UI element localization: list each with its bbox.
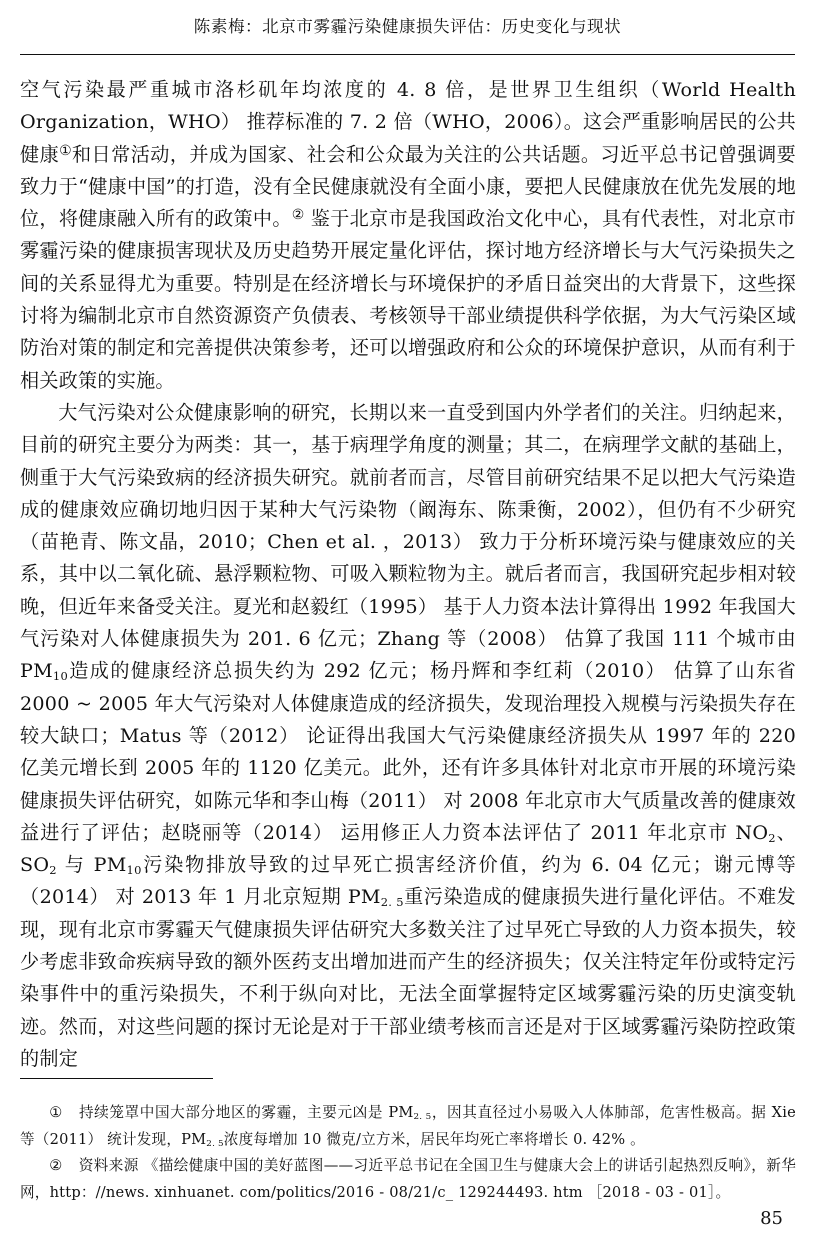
footnote-1-text-1: 持续笼罩中国大部分地区的雾霾，主要元凶是 PM (78, 1104, 414, 1121)
footnote-1 (20, 1100, 796, 1153)
footnote-1-subscript-1: 2. 5 (413, 1112, 432, 1123)
footnote-ref-1[interactable]: ① (59, 142, 72, 159)
footnote-1-text-2: ，因其直径过小易吸入人体肺部，危害性极高。据 Xie 等（2011） 统计发现，PM (20, 1104, 796, 1148)
paragraph-continued (20, 74, 796, 397)
paragraph-literature-review (20, 397, 796, 1075)
paragraph-2-text-6: 重污染造成的健康损失进行量化评估。不难发现，现有北京市雾霾天气健康损失评估研究大多数关注了过早死亡导致的人力资本损失，较少考虑非致命疾病导致的额外医药支出增加进而产生的经济损失；仅关注特定年份或特定污染事件中的重污染损失，不利于纵向对比，无法全面掌握特定区域雾霾污染的历史演变轨迹。然而，对这些问题的探讨无论是对于干部业绩考核而言还是对于区域雾霾污染防控政策的制定 (20, 885, 796, 1070)
subscript-pm10-2: 10 (126, 862, 142, 877)
page-number: 85 (760, 1208, 783, 1229)
footnote-1-mark: ① (49, 1104, 63, 1121)
paragraph-2-text-5: 污染物排放导致的过早死亡损害经济价值，约为 6. 04 亿元；谢元博等（2014） 对 2013 年 1 月北京短期 PM (20, 853, 796, 909)
footnote-2-mark: ② (49, 1157, 63, 1174)
footnote-1-subscript-2: 2. 5 (206, 1138, 224, 1149)
running-title: 陈素梅：北京市雾霾污染健康损失评估：历史变化与现状 (193, 17, 622, 36)
article-body (20, 74, 796, 1075)
subscript-so2: 2 (49, 862, 57, 877)
footnote-1-text-3: 浓度每增加 10 微克/立方米，居民年均死亡率将增长 0. 42% 。 (223, 1130, 645, 1148)
subscript-no2: 2 (768, 830, 776, 845)
paragraph-1-text-c: 鉴于北京市是我国政治文化中心，具有代表性，对北京市雾霾污染的健康损害现状及历史趋势开展定量化评估，探讨地方经济增长与大气污染损失之间的关系显得尤为重要。特别是在经济增长与环境保护的矛盾日益突出的大背景下，这些探讨将为编制北京市自然资源资产负债表、考核领导干部业绩提供科学依据，为大气污染区域防治对策的制定和完善提供决策参考，还可以增强政府和公众的环境保护意识，从而有利于相关政策的实施。 (20, 207, 797, 392)
footnote-rule (20, 1078, 213, 1079)
footnote-ref-2[interactable]: ② (291, 207, 305, 223)
paragraph-2-text-3: 、SO (20, 820, 797, 877)
footnote-2-text: 资料来源 《描绘健康中国的美好蓝图——习近平总书记在全国卫生与健康大会上的讲话引起热烈反响》，新华网，http：//news. xinhuanet. com/politics/2016 - 08/21/c_ 129244493. htm ［2018 - 03 - 01］。 (20, 1157, 796, 1201)
subscript-pm10: 10 (52, 669, 68, 684)
paragraph-2-text-2: 造成的健康经济总损失约为 292 亿元；杨丹辉和李红莉（2010） 估算了山东省 2000 ~ 2005 年大气污染对人体健康造成的经济损失，发现治理投入规模与污染损失存在较大缺口；Matus 等（2012） 论证得出我国大气污染健康经济损失从 1997 年的 220 亿美元增长到 2005 年的 1120 亿美元。此外，还有许多具体针对北京市开展的环境污染健康损失评估研究，如陈元华和李山梅（2011） 对 2008 年北京市大气质量改善的健康效益进行了评估；赵晓丽等（2014） 运用修正人力资本法评估了 2011 年北京市 NO (20, 659, 796, 844)
paragraph-1-text-a: 空气污染最严重城市洛杉矶年均浓度的 4. 8 倍，是世界卫生组织（World Health Organization，WHO） 推荐标准的 7. 2 倍（WHO，2006）。这会严重影响居民的公共健康 (20, 78, 796, 166)
footnote-2 (20, 1153, 796, 1206)
running-header (20, 0, 795, 54)
footnotes (20, 1100, 796, 1206)
paragraph-2-text-1: 大气污染对公众健康影响的研究，长期以来一直受到国内外学者们的关注。归纳起来，目前的研究主要分为两类：其一，基于病理学角度的测量；其二，在病理学文献的基础上，侧重于大气污染致病的经济损失研究。就前者而言，尽管目前研究结果不足以把大气污染造成的健康效应确切地归因于某种大气污染物（阚海东、陈秉衡，2002），但仍有不少研究（苗艳青、陈文晶，2010；Chen et al. ，2013） 致力于分析环境污染与健康效应的关系，其中以二氧化硫、悬浮颗粒物、可吸入颗粒物为主。就后者而言，我国研究起步相对较晚，但近年来备受关注。夏光和赵毅红（1995） 基于人力资本法计算得出 1992 年我国大气污染对人体健康损失为 201. 6 亿元；Zhang 等（2008） 估算了我国 111 个城市由 PM (20, 400, 796, 683)
paragraph-2-text-4: 与 PM (56, 853, 127, 877)
subscript-pm25: 2. 5 (380, 895, 404, 910)
header-rule (20, 54, 795, 55)
paragraph-1-text-b: 和日常活动，并成为国家、社会和公众最为关注的公共话题。习近平总书记曾强调要致力于“健康中国”的打造，没有全民健康就没有全面小康，要把人民健康放在优先发展的地位，将健康融入所有的政策中。 (20, 142, 797, 231)
